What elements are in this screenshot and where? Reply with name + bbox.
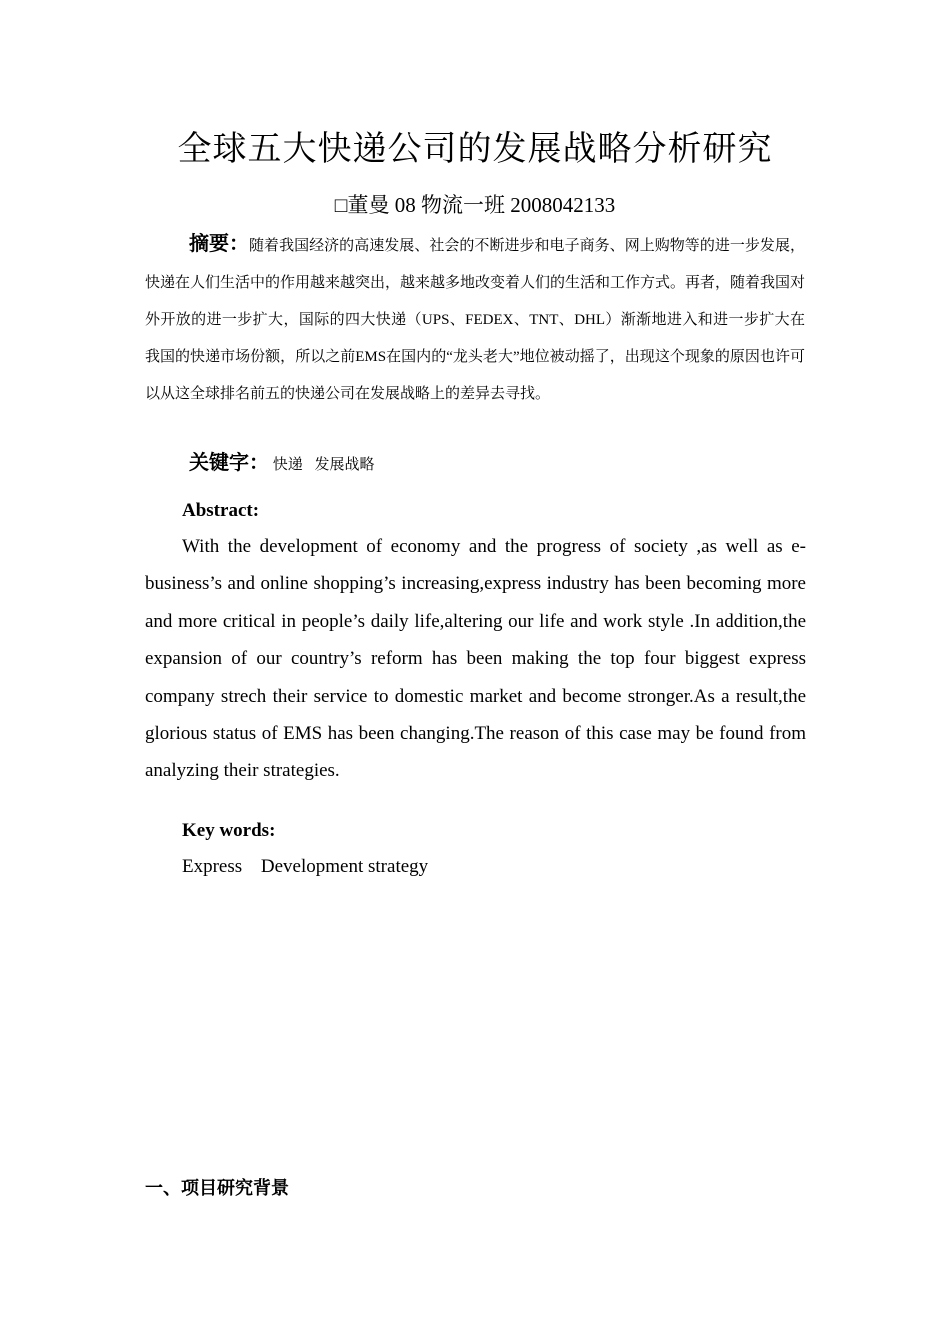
english-abstract-text: With the development of economy and the progress of society ,as well as e-business’s and online shopping’s increasing,express industry has been becoming more and more critical in people’s daily life,altering our life and work style .In addition,the expansion of our country’s reform has been making the top four biggest express company strech their service to domestic market and become stronger.As a result,the glorious status of EMS has been changing.The reason of this case may be found from analyzing their strategies. bbox=[145, 536, 806, 782]
english-keyword: Development strategy bbox=[260, 856, 429, 877]
chinese-keywords-label: 关键字： bbox=[189, 450, 269, 474]
english-keywords-label: Key words: bbox=[182, 820, 276, 841]
author-line: □董曼 08 物流一班 2008042133 bbox=[334, 193, 616, 217]
chinese-keywords bbox=[189, 444, 383, 484]
english-keyword: Express bbox=[182, 856, 243, 877]
chinese-abstract-label: 摘要： bbox=[189, 231, 249, 255]
chinese-abstract bbox=[145, 225, 805, 413]
english-abstract-label: Abstract: bbox=[182, 500, 260, 521]
chinese-keyword: 快递 bbox=[272, 457, 303, 473]
chinese-abstract-label-wrap bbox=[145, 225, 249, 265]
chinese-abstract-text: 随着我国经济的高速发展、社会的不断进步和电子商务、网上购物等的进一步发展，快递在人们生活中的作用越来越突出，越来越多地改变着人们的生活和工作方式。再者，随着我国对外开放的进一步扩大，国际的四大快递（UPS、FEDEX、TNT、DHL）渐渐地进入和进一步扩大在我国的快递市场份额，所以之前EMS在国内的“龙头老大”地位被动摇了，出现这个现象的原因也许可以从这全球排名前五的快递公司在发展战略上的差异去寻找。 bbox=[145, 238, 806, 402]
document-title: 全球五大快递公司的发展战略分析研究 bbox=[177, 131, 773, 168]
chinese-keyword: 发展战略 bbox=[314, 457, 375, 473]
english-keywords bbox=[182, 852, 442, 882]
section-heading: 一、项目研究背景 bbox=[145, 1178, 289, 1199]
